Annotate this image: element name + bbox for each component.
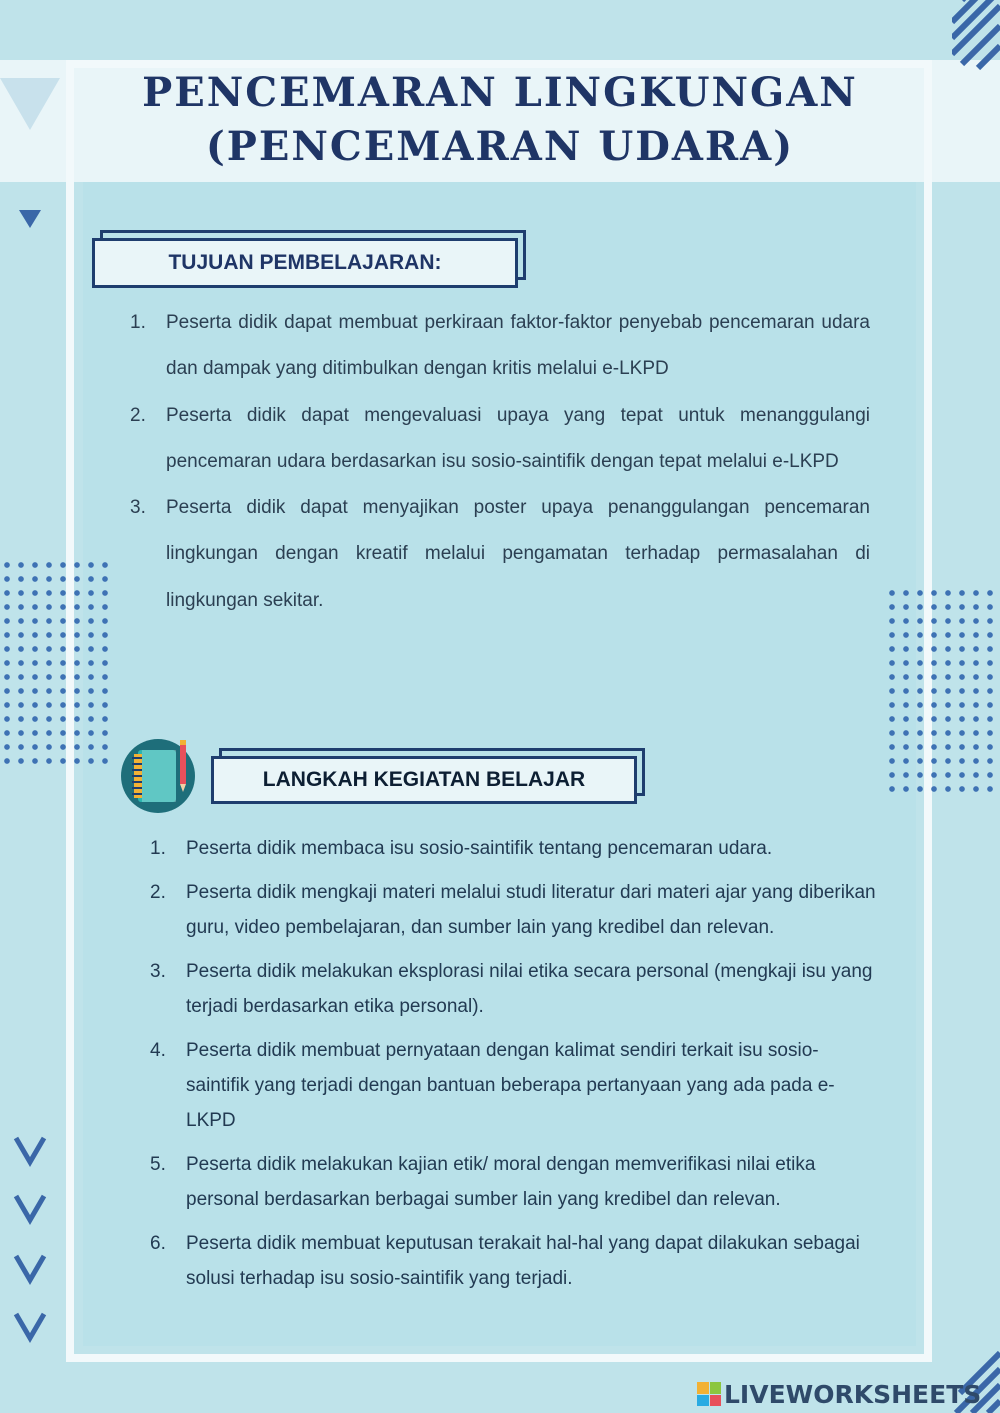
list-item [130,485,870,624]
dots-pattern-left [0,558,115,768]
list-item [150,1147,880,1217]
list-text: Peserta didik membuat pernyataan dengan kalimat sendiri terkait isu sosio-saintifik yang terjadi dengan bantuan beberapa pertanyaan yang ada pada e-LKPD [186,1040,835,1131]
triangle-small-icon [19,210,41,228]
chevron-down-icon [12,1250,48,1286]
title-line-2: (PENCEMARAN UDARA) [205,123,795,170]
liveworksheets-logo-icon [697,1382,721,1406]
list-number: 3. [150,961,166,982]
list-text: Peserta didik melakukan eksplorasi nilai etika secara personal (mengkaji isu yang terjadi berdasarkan etika personal). [186,961,873,1017]
list-item [150,954,880,1024]
list-text: Peserta didik dapat menyajikan poster upaya penanggulangan pencemaran lingkungan dengan kreatif melalui pengamatan terhadap permasalahan di lingkungan sekitar. [166,497,870,611]
title-line-1: PENCEMARAN LINGKUNGAN [142,69,858,116]
list-text: Peserta didik melakukan kajian etik/ moral dengan memverifikasi nilai etika personal berdasarkan berbagai sumber lain yang kredibel dan relevan. [186,1154,816,1210]
page-title [80,66,920,174]
chevron-down-icon [12,1132,48,1168]
langkah-heading: LANGKAH KEGIATAN BELAJAR [211,756,637,804]
list-item [150,875,880,945]
list-item [150,831,880,866]
list-item [150,1226,880,1296]
liveworksheets-watermark[interactable] [697,1378,997,1410]
tujuan-heading: TUJUAN PEMBELAJARAN: [92,238,518,288]
list-number: 5. [150,1154,166,1175]
list-number: 1. [150,838,166,859]
notebook-icon [120,736,200,816]
chevron-down-icon [12,1308,48,1344]
list-number: 1. [130,312,146,333]
list-number: 3. [130,497,146,519]
list-number: 2. [130,404,146,426]
list-text: Peserta didik mengkaji materi melalui studi literatur dari materi ajar yang diberikan guru, video pembelajaran, dan sumber lain yang kredibel dan relevan. [186,882,876,938]
list-number: 4. [150,1040,166,1061]
list-number: 6. [150,1233,166,1254]
list-item [130,300,870,393]
list-item [150,1033,880,1138]
dots-pattern-right [885,586,1000,796]
watermark-text: LIVEWORKSHEETS [724,1379,982,1409]
list-text: Peserta didik dapat mengevaluasi upaya yang tepat untuk menanggulangi pencemaran udara berdasarkan isu sosio-saintifik dengan tepat melalui e-LKPD [166,404,870,472]
list-item [130,393,870,486]
list-number: 2. [150,882,166,903]
tujuan-list [130,300,870,624]
langkah-list [150,831,880,1305]
list-text: Peserta didik membuat keputusan terakait hal-hal yang dapat dilakukan sebagai solusi terhadap isu sosio-saintifik yang terjadi. [186,1233,860,1289]
triangle-decoration-icon [0,78,60,130]
chevron-down-icon [12,1190,48,1226]
stripes-top-decoration [952,0,1000,70]
list-text: Peserta didik membaca isu sosio-saintifik tentang pencemaran udara. [186,838,773,859]
list-text: Peserta didik dapat membuat perkiraan faktor-faktor penyebab pencemaran udara dan dampak yang ditimbulkan dengan kritis melalui e-LKPD [166,312,870,380]
